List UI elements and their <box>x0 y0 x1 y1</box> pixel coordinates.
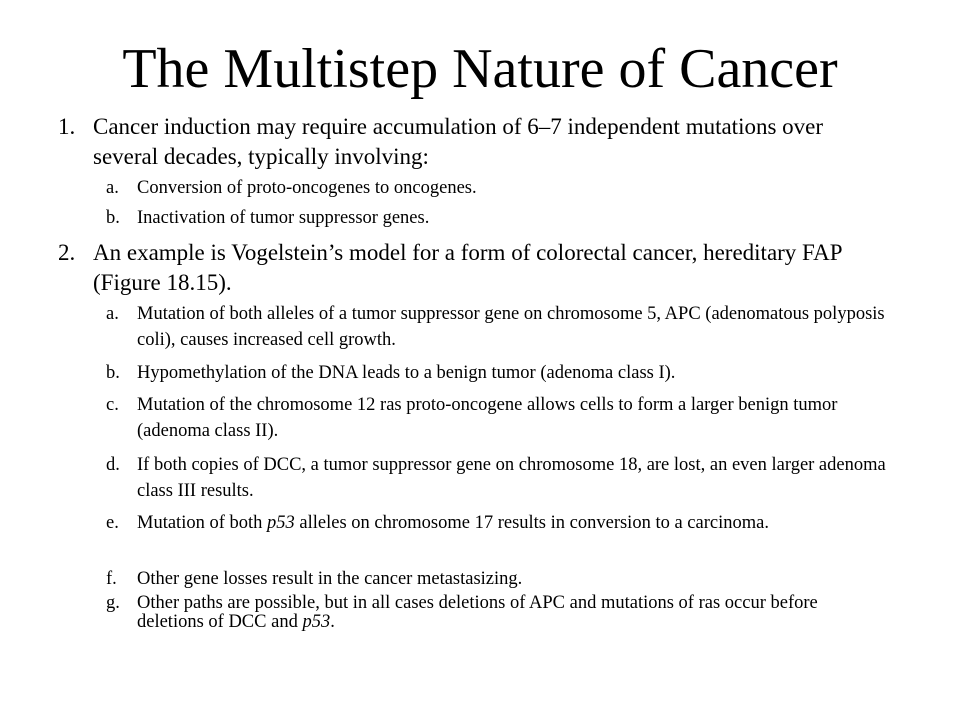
subpoint-text: Other gene losses result in the cancer metastasizing. <box>137 569 523 589</box>
subpoint-letter: d. <box>106 455 120 475</box>
subpoint-letter: e. <box>106 513 119 533</box>
subpoint-letter: a. <box>106 304 119 324</box>
subpoint-letter: f. <box>106 569 117 589</box>
list-item-point-2e <box>106 510 886 536</box>
point-text: Cancer induction may require accumulation of 6–7 independent mutations over several decades, typically involving: <box>93 114 824 169</box>
subpoint-letter: a. <box>106 178 119 198</box>
list-item-point-1 <box>58 112 888 172</box>
gene-name-p53: p53 <box>267 513 295 533</box>
list-item-point-1a <box>106 175 886 201</box>
subpoint-letter: b. <box>106 208 120 228</box>
list-item-point-2b <box>106 360 886 386</box>
point-number: 2. <box>58 240 76 265</box>
point-number: 1. <box>58 114 76 139</box>
gene-name-p53: p53 <box>302 612 331 632</box>
list-item-point-2 <box>58 238 888 298</box>
subpoint-text <box>106 510 886 536</box>
subpoint-letter: b. <box>106 363 120 383</box>
subpoint-text-after: . <box>330 612 335 632</box>
subpoint-text: Inactivation of tumor suppressor genes. <box>137 208 430 228</box>
subpoint-text: Conversion of proto-oncogenes to oncogenes. <box>137 178 477 198</box>
list-item-point-2f <box>106 566 886 592</box>
list-item-point-2a <box>106 301 886 353</box>
subpoint-text-after: alleles on chromosome 17 results in conversion to a carcinoma. <box>294 513 769 533</box>
subpoint-text-before: Other paths are possible, but in all cases deletions of APC and mutations of ras occur before deletions of DCC and <box>137 593 818 632</box>
point-text: An example is Vogelstein’s model for a form of colorectal cancer, hereditary FAP (Figure 18.15). <box>93 240 842 295</box>
subpoint-letter: c. <box>106 395 119 415</box>
subpoint-text-before: Mutation of both <box>137 513 268 533</box>
subpoint-text: Mutation of both alleles of a tumor suppressor gene on chromosome 5, APC (adenomatous polyposis coli), causes increased cell growth. <box>137 304 885 350</box>
list-item-point-2g <box>106 594 886 632</box>
subpoint-text: If both copies of DCC, a tumor suppressor gene on chromosome 18, are lost, an even larger adenoma class III results. <box>137 455 886 501</box>
list-item-point-2d <box>106 452 886 504</box>
subpoint-letter: g. <box>106 593 120 613</box>
subpoint-text <box>106 594 886 632</box>
subpoint-text: Mutation of the chromosome 12 ras proto-oncogene allows cells to form a larger benign tumor (adenoma class II). <box>137 395 838 441</box>
subpoint-text: Hypomethylation of the DNA leads to a benign tumor (adenoma class I). <box>137 363 676 383</box>
slide-title: The Multistep Nature of Cancer <box>122 38 838 100</box>
list-item-point-2c <box>106 392 886 444</box>
list-item-point-1b <box>106 205 886 231</box>
